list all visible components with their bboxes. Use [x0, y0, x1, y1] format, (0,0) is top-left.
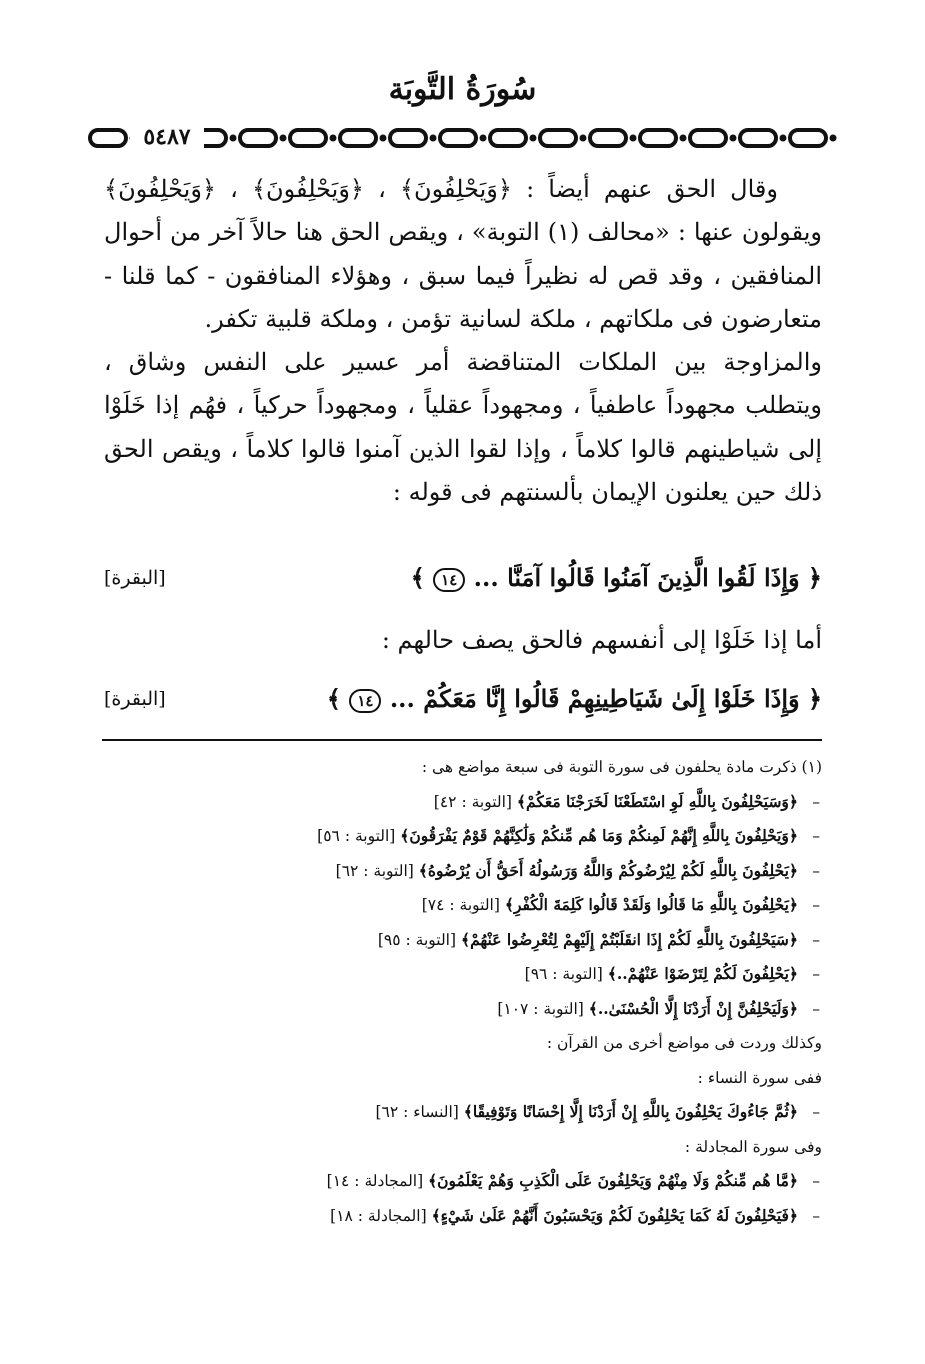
footnote-ref: [التوبة : ٤٢]: [433, 792, 512, 811]
footnote-mujadila-heading: وفى سورة المجادلة :: [684, 1137, 822, 1156]
footnote-nisa-1: –﴿ثُمَّ جَاءُوكَ يَحْلِفُونَ بِاللَّهِ إِنْ أَرَدْنَا إِلَّا إِحْسَانًا وَتَوْفِيقًا﴾ [النساء : ٦٢]: [375, 1102, 820, 1121]
verse-1-reference: [البقرة]: [104, 567, 166, 589]
verse-1-ayah-number: ١٤: [433, 568, 465, 592]
verse-1-line: [411, 556, 822, 600]
footnote-verse: ﴿وَسَيَحْلِفُونَ بِاللَّهِ لَوِ اسْتَطَعْنَا لَخَرَجْنَا مَعَكُمْ﴾: [516, 791, 798, 811]
footnote-ref: [التوبة : ١٠٧]: [497, 999, 584, 1018]
footnote-divider: [102, 739, 822, 741]
footnote-ref: [التوبة : ٦٢]: [335, 861, 414, 880]
footnote-ref: [التوبة : ٧٤]: [421, 896, 500, 914]
footnote-tawba-7: –﴿وَلَيَحْلِفُنَّ إِنْ أَرَدْنَا إِلَّا الْحُسْنَىٰ..﴾ [التوبة : ١٠٧]: [497, 998, 820, 1018]
footnote-verse: ﴿يَحْلِفُونَ لَكُمْ لِتَرْضَوْا عَنْهُمْ..﴾: [607, 964, 798, 983]
quran-verse-2: [104, 677, 822, 721]
footnote-mujadila-1: –﴿مَّا هُم مِّنكُمْ وَلَا مِنْهُمْ وَيَحْلِفُونَ عَلَى الْكَذِبِ وَهُمْ يَعْلَمُونَ﴾ [المجادلة : ١٤]: [326, 1171, 820, 1190]
footnote-tawba-6: –﴿يَحْلِفُونَ لَكُمْ لِتَرْضَوْا عَنْهُمْ..﴾ [التوبة : ٩٦]: [524, 964, 820, 983]
footnote-tawba-1: –﴿وَسَيَحْلِفُونَ بِاللَّهِ لَوِ اسْتَطَعْنَا لَخَرَجْنَا مَعَكُمْ﴾ [التوبة : ٤٢]: [433, 791, 820, 811]
footnote-verse: ﴿ثُمَّ جَاءُوكَ يَحْلِفُونَ بِاللَّهِ إِنْ أَرَدْنَا إِلَّا إِحْسَانًا وَتَوْفِيقًا﴾: [463, 1102, 798, 1121]
verse-2-line: [327, 677, 822, 721]
footnote-ref: [المجادلة : ١٤]: [326, 1172, 424, 1190]
verse-1-close-bracket: ﴾: [410, 563, 425, 592]
paragraph-2: والمزاوجة بين الملكات المتناقضة أمر عسير على النفس وشاق ، ويتطلب مجهوداً عاطفياً ، ومجهوداً عقلياً ، ومجهوداً حركياً ، فهُم إذا خَلَوْا إلى شياطينهم قالوا كلاماً ، وإذا لقوا الذين آمنوا قالوا كلاماً ، ويقص الحق ذلك حين يعلنون الإيمان بألسنتهم فى قوله :: [104, 348, 822, 507]
surah-title: سُورَةُ التَّوبَة: [388, 72, 537, 107]
footnote-intro: (١) ذكرت مادة يحلفون فى سورة التوبة فى سبعة مواضع هى :: [421, 758, 822, 776]
verse-2-text: ﴿ وَإِذَا خَلَوْا إِلَىٰ شَيَاطِينِهِمْ قَالُوا إِنَّا مَعَكُمْ ...: [389, 684, 822, 713]
footnote-verse: ﴿سَيَحْلِفُونَ بِاللَّهِ لَكُمْ إِذَا انقَلَبْتُمْ إِلَيْهِمْ لِتُعْرِضُوا عَنْهُمْ﴾: [460, 929, 798, 949]
footnote-ref: [التوبة : ٥٦]: [317, 827, 396, 845]
footnote-ref: [المجادلة : ١٨]: [330, 1206, 427, 1225]
footnote-ref: [النساء : ٦٢]: [375, 1103, 459, 1121]
footnote-tawba-4: –﴿يَحْلِفُونَ بِاللَّهِ مَا قَالُوا وَلَقَدْ قَالُوا كَلِمَةَ الْكُفْرِ﴾ [التوبة : ٧٤]: [421, 895, 820, 914]
verse-1-text: ﴿ وَإِذَا لَقُوا الَّذِينَ آمَنُوا قَالُوا آمَنَّا ...: [473, 563, 822, 592]
page-number: ٥٤٨٧: [130, 121, 204, 153]
verse-2-close-bracket: ﴾: [326, 684, 341, 713]
footnote-ref: [التوبة : ٩٦]: [524, 965, 603, 983]
verse-2-reference: [البقرة]: [104, 688, 166, 710]
footnote-verse: ﴿يَحْلِفُونَ بِاللَّهِ مَا قَالُوا وَلَقَدْ قَالُوا كَلِمَةَ الْكُفْرِ﴾: [504, 895, 798, 914]
footnote-nisa-heading: ففى سورة النساء :: [697, 1068, 822, 1087]
footnote-verse: ﴿مَّا هُم مِّنكُمْ وَلَا مِنْهُمْ وَيَحْلِفُونَ عَلَى الْكَذِبِ وَهُمْ يَعْلَمُونَ﴾: [428, 1171, 798, 1190]
quran-verse-1: [104, 556, 822, 600]
footnote-tawba-2: –﴿وَيَحْلِفُونَ بِاللَّهِ إِنَّهُمْ لَمِنكُمْ وَمَا هُم مِّنكُمْ وَلَٰكِنَّهُمْ قَوْمٌ يَفْرَقُونَ﴾ [التوبة : ٥٦]: [317, 826, 820, 845]
footnote-tawba-5: –﴿سَيَحْلِفُونَ بِاللَّهِ لَكُمْ إِذَا انقَلَبْتُمْ إِلَيْهِمْ لِتُعْرِضُوا عَنْهُمْ﴾ [التوبة : ٩٥]: [377, 929, 820, 949]
footnote-also: وكذلك وردت فى مواضع أخرى من القرآن :: [546, 1034, 822, 1052]
main-text: [104, 168, 822, 514]
verse-2-intro: أما إذا خَلَوْا إلى أنفسهم فالحق يصف حالهم :: [381, 626, 822, 654]
footnote-verse: ﴿يَحْلِفُونَ بِاللَّهِ لَكُمْ لِيُرْضُوكُمْ وَاللَّهُ وَرَسُولُهُ أَحَقُّ أَن يُرْضُوهُ﴾: [418, 860, 798, 880]
verse-2-ayah-number: ١٤: [349, 689, 381, 713]
footnotes: [240, 750, 822, 1233]
footnote-verse: ﴿وَلَيَحْلِفُنَّ إِنْ أَرَدْنَا إِلَّا الْحُسْنَىٰ..﴾: [588, 998, 798, 1018]
footnote-verse: ﴿وَيَحْلِفُونَ بِاللَّهِ إِنَّهُمْ لَمِنكُمْ وَمَا هُم مِّنكُمْ وَلَٰكِنَّهُمْ قَوْمٌ يَفْرَقُونَ﴾: [400, 826, 798, 845]
footnote-mujadila-2: –﴿فَيَحْلِفُونَ لَهُ كَمَا يَحْلِفُونَ لَكُمْ وَيَحْسَبُونَ أَنَّهُمْ عَلَىٰ شَيْءٍ﴾ [المجادلة : ١٨]: [330, 1205, 820, 1225]
paragraph-1: وقال الحق عنهم أيضاً : ﴿وَيَحْلِفُونَ﴾ ، ﴿وَيَحْلِفُونَ﴾ ، ﴿وَيَحْلِفُونَ﴾ ويقولون عنها : «محالف (١) التوبة» ، ويقص الحق هنا حالاً آخر من أحوال المنافقين ، وقد قص له نظيراً فيما سبق ، وهؤلاء المنافقون - كما قلنا - متعارضون فى ملكاتهم ، ملكة لسانية تؤمن ، وملكة قلبية تكفر.: [104, 175, 822, 333]
footnote-verse: ﴿فَيَحْلِفُونَ لَهُ كَمَا يَحْلِفُونَ لَكُمْ وَيَحْسَبُونَ أَنَّهُمْ عَلَىٰ شَيْءٍ﴾: [431, 1205, 798, 1225]
footnote-tawba-3: –﴿يَحْلِفُونَ بِاللَّهِ لَكُمْ لِيُرْضُوكُمْ وَاللَّهُ وَرَسُولُهُ أَحَقُّ أَن يُرْضُوهُ﴾ [التوبة : ٦٢]: [335, 860, 820, 880]
footnote-ref: [التوبة : ٩٥]: [377, 930, 457, 949]
